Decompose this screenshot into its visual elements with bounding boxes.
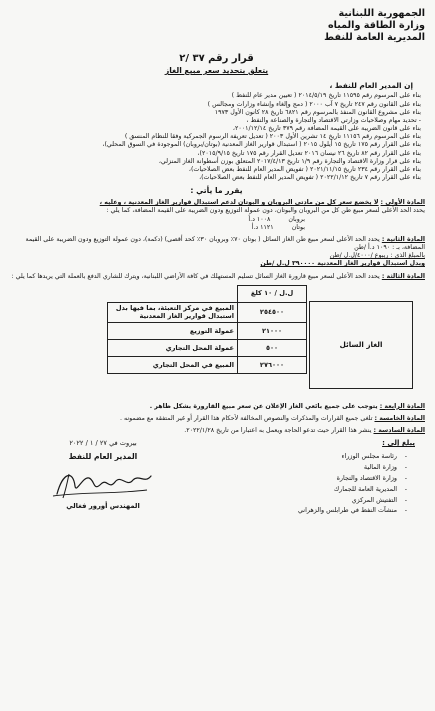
signature-date: بيروت في ٢٧ / ١ / ٢٠٢٢	[69, 439, 137, 448]
basis-line: بناء على القرار رقم ١٧٥ تاريخ ١٥ أيلول ٢٠١٥ ( استبدال قوارير الغاز المعدنية (بوتان/بروبان) الموجودة في السوق المحلي)،	[102, 141, 421, 149]
article-1-text2: يحدد الحد الأعلى لسعر مبيع طن كل من البروبان والبوتان، دون عمولة التوزيع ودون الضريبة على القيمة المضافة، كما يلي :	[106, 207, 425, 215]
propane-price-row	[8, 216, 425, 224]
list-item: - وزارة الاقتصاد والتجارة	[205, 474, 397, 482]
list-item: - المديرية العامة للجمارك	[205, 485, 397, 493]
table-row	[108, 356, 307, 373]
basis-line: بناء على قرار وزارة الاقتصاد والتجارة رقم ١/٩ تاريخ ٢٠١٧/٤/١٣ المتعلق بوزن أسطوانة الغاز المنزلي،	[158, 157, 421, 165]
article-4	[8, 403, 425, 411]
basis-line: بناء على مشروع القانون المنفذ بالمرسوم رقم ٦٨٢١ تاريخ ٢٨ كانون الأول ١٩٧٣	[214, 108, 421, 116]
table-cell-value: ٢٥٤٥٠٠	[238, 302, 307, 322]
list-item: - منشآت النفط في طرابلس والزهراني	[205, 506, 397, 514]
butane-price-row	[8, 224, 425, 232]
article-6-text: ينشر هذا القرار حيث تدعو الحاجة ويعمل به اعتبارا من تاريخ ٢٠٢٢/١/٢٨.	[184, 427, 372, 435]
letterhead-directorate: المديرية العامة للنفط	[324, 31, 425, 43]
price-table	[107, 285, 307, 374]
decision-subject: يتعلق بتحديد سعر مبيع الغاز	[164, 65, 269, 75]
table-unit-header: ل.ل / ١٠ كلغ	[238, 285, 307, 302]
list-item: - وزارة المالية	[205, 463, 397, 471]
list-item: - رئاسة مجلس الوزراء	[205, 452, 397, 460]
article-3-label: المادة الثالثة :	[381, 272, 425, 280]
article-2-text: يحدد الحد الأعلى لسعر مبيع طن الغاز السائل ( بوتان ٧٠٪ وبروبان ٣٠٪ كحد أقصى) (دكمة)، دون عمولة التوزيع ودون الضريبة على القيمة المضافة، بـ : ١٠٩٠ د.أ /طن	[25, 235, 425, 252]
table-cell-label: المبيع في المحل التجاري	[108, 356, 238, 373]
distribution-list	[205, 439, 415, 517]
article-4-label: المادة الرابعة :	[379, 402, 425, 410]
table-cell-value: ٢١٠٠٠	[238, 322, 307, 339]
article-3	[8, 273, 425, 281]
article-5-label: المادة الخامسة :	[374, 414, 425, 422]
article-2-label: المادة الثانية :	[381, 235, 425, 243]
table-side-label: الغاز السائل	[309, 301, 413, 389]
article-2-text3: وبدل استبدال قوارير الغاز المعدنية ٣٩٠٠٠٠ ل.ل /طن	[260, 260, 425, 268]
list-item: - التفتيش المركزي	[205, 496, 397, 504]
table-row	[108, 339, 307, 356]
basis-line: بناء على القانون رقم ٢٤٧ تاريخ ٧ آب ٢٠٠٠ ( دمج وإلغاء وإنشاء وزارات ومجالس )	[207, 100, 421, 108]
table-cell-label: عمولة المحل التجاري	[108, 339, 238, 356]
letterhead-ministry: وزارة الطاقة والمياه	[327, 19, 425, 31]
letterhead-republic: الجمهورية اللبنانية	[338, 8, 425, 19]
signer-name: المهندس أورور فغالي	[66, 501, 140, 510]
basis-line: بناء على قانون الضريبة على القيمة المضافة رقم ٣٧٩ تاريخ ٢٠٠١/١٢/١٤،	[232, 125, 421, 133]
table-row	[108, 322, 307, 339]
decides-heading: يقرر ما يأتي :	[190, 186, 243, 196]
basis-line: بناء على القرار رقم ٧ تاريخ ٢٠٢٢/١/١٢ ( تفويض المدير العام للنفط بعض الصلاحيات)،	[199, 174, 421, 182]
signer-role: المدير العام للنفط	[68, 451, 138, 461]
table-header-row	[108, 285, 307, 302]
article-5-text: تلغى جميع القرارات والمذكرات والنصوص المخالفة لأحكام هذا القرار أو غير المتفقة مع مضمونه .	[119, 414, 373, 422]
basis-line: بناء على القرار رقم ٢٣٤ تاريخ ٢٠٢١/١١/١٥ ( تفويض المدير العام للنفط بعض الصلاحيات)،	[188, 165, 421, 173]
table-cell-value: ٢٧٦٠٠٠	[238, 356, 307, 373]
table-row	[108, 302, 307, 322]
intro-line: إن المدير العام للنفط ،	[329, 80, 413, 90]
butane-value: ١١٢١ د.أ	[251, 223, 274, 231]
footer-block	[8, 439, 425, 539]
article-3-text: يحدد الحد الأعلى لسعر مبيع قارورة الغاز السائل تسليم المستهلك في كافة الأراضي اللبنانية، ويترك للشاري الدفع بالعملة التي يريدها كما يلي :	[11, 272, 380, 280]
letterhead	[8, 8, 425, 44]
article-4-text: يتوجب على جميع بائعي الغاز الإعلان عن سعر مبيع القارورة بشكل ظاهر .	[149, 402, 378, 410]
article-1-label: المادة الأولى :	[380, 199, 425, 207]
table-cell-label: عمولة التوزيع	[108, 322, 238, 339]
decision-number: قرار رقم ٣٧ /٢	[179, 52, 254, 64]
signature-block	[18, 439, 188, 510]
table-cell-value: ٥٠٠	[238, 339, 307, 356]
article-2	[8, 236, 425, 269]
basis-line: بناء على المرسوم رقم ١١١٥٦ تاريخ ١٤ تشرين الأول ٢٠٠٣ ( تعديل تعريفة الرسوم الجمركية وفقا للنظام المنسق )	[124, 133, 421, 141]
signature-stroke-icon	[43, 464, 163, 502]
price-table-wrap	[8, 285, 425, 397]
basis-line: بناء على القرار رقم ٨٢ تاريخ ٢٦ نيسان ٢٠١٦ تعديل القرار رقم ١٧٥ تاريخ ٢٠١٥/٩/١٥)،	[197, 149, 421, 157]
article-6-label: المادة السادسة :	[373, 427, 425, 435]
propane-label: بروبان	[288, 215, 305, 223]
legal-basis	[8, 92, 425, 182]
butane-label: بوتان	[291, 223, 305, 231]
handwritten-signature	[18, 464, 188, 502]
basis-line: - تحديد مهام وصلاحيات وزارتي الاقتصاد والتجارة والصناعة والنفط ،	[246, 116, 421, 124]
basis-line: بناء على المرسوم رقم ١١٥٩٥ تاريخ ٢٠١٤/٥/١٩ ( تعيين مدير عام للنفط )	[231, 92, 421, 100]
distribution-heading: يبلغ إلى :	[382, 439, 415, 448]
article-1	[8, 199, 425, 232]
article-1-text: لا يخضع سعر كل من مادتي البروبان و البوتان لدعم استبدال قوارير الغاز المعدنية ، وعليه ،	[99, 199, 379, 207]
propane-value: ١٠٠٨ د.أ	[248, 215, 271, 223]
decision-title-block	[8, 52, 425, 76]
table-cell-label: المبيع في مركز التعبئة، بما فيها بدل استبدال قوارير الغاز المعدنية	[108, 302, 238, 322]
article-6	[8, 427, 425, 435]
article-5	[8, 415, 425, 423]
article-2-text2: بالمبلغ الذي : ريبوع /٤٠٠٠/ل.ل /طن	[329, 252, 425, 260]
